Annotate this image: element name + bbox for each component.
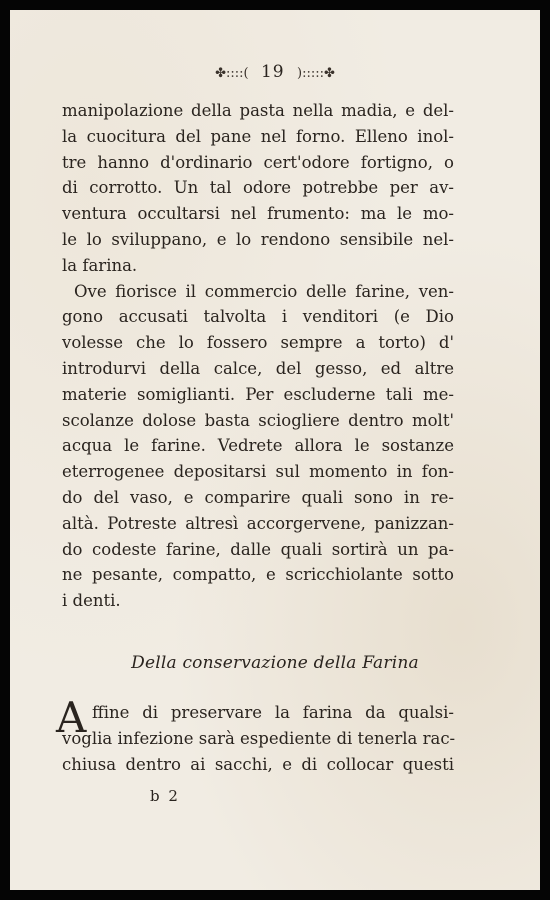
text-line: ne pesante, compatto, e scricchiolante sotto [62,565,454,585]
drop-cap: A [56,693,87,742]
text-line: altà. Potreste altresì accorgervene, panizzan- [62,513,454,533]
section-heading: Della conservazione della Farina [131,653,419,673]
text-line: Ove fiorisce il commercio delle farine, ven- [74,281,454,301]
ornament-right-icon: ):::::✤ [297,66,335,81]
text-line: le lo sviluppano, e lo rendono sensibile nel- [62,229,454,249]
text-line: acqua le farine. Vedrete allora le sostanze [62,436,454,456]
text-line: la farina. [62,255,138,275]
text-line: gono accusati talvolta i venditori (e Dio [62,307,454,327]
text-line: voglia infezione sarà espediente di tenerla rac- [62,728,456,748]
text-line: ffine di preservare la farina da qualsi- [92,703,454,722]
text-line: chiusa dentro ai sacchi, e di collocar questi [62,754,454,774]
signature-mark: b 2 [150,787,180,805]
body-text-continued [56,693,456,777]
text-line: scolanze dolose basta sciogliere dentro molt' [62,410,454,430]
text-line: manipolazione della pasta nella madia, e del- [62,101,454,120]
text-line: introdurvi della calce, del gesso, ed altre [62,358,454,378]
text-line: materie somiglianti. Per escluderne tali me- [62,384,454,404]
page-header [10,62,540,82]
ornament-left-icon: ✤::::( [215,66,249,81]
book-page [10,10,540,890]
text-line: tre hanno d'ordinario cert'odore fortigno, o [62,152,454,172]
text-line: do del vaso, e comparire quali sono in re- [62,487,454,507]
text-line: la cuocitura del pane nel forno. Elleno inol- [62,126,454,146]
page-number: 19 [260,62,285,82]
text-line: do codeste farine, dalle quali sortirà un pa- [62,539,454,559]
text-line: volesse che lo fossero sempre a torto) d' [62,333,454,353]
text-line: i denti. [62,591,121,611]
text-line: di corrotto. Un tal odore potrebbe per av- [62,178,454,198]
text-line: ventura occultarsi nel frumento: ma le mo- [62,204,454,224]
text-line: eterrogenee depositarsi sul momento in fon- [62,462,454,482]
body-text [62,98,454,614]
